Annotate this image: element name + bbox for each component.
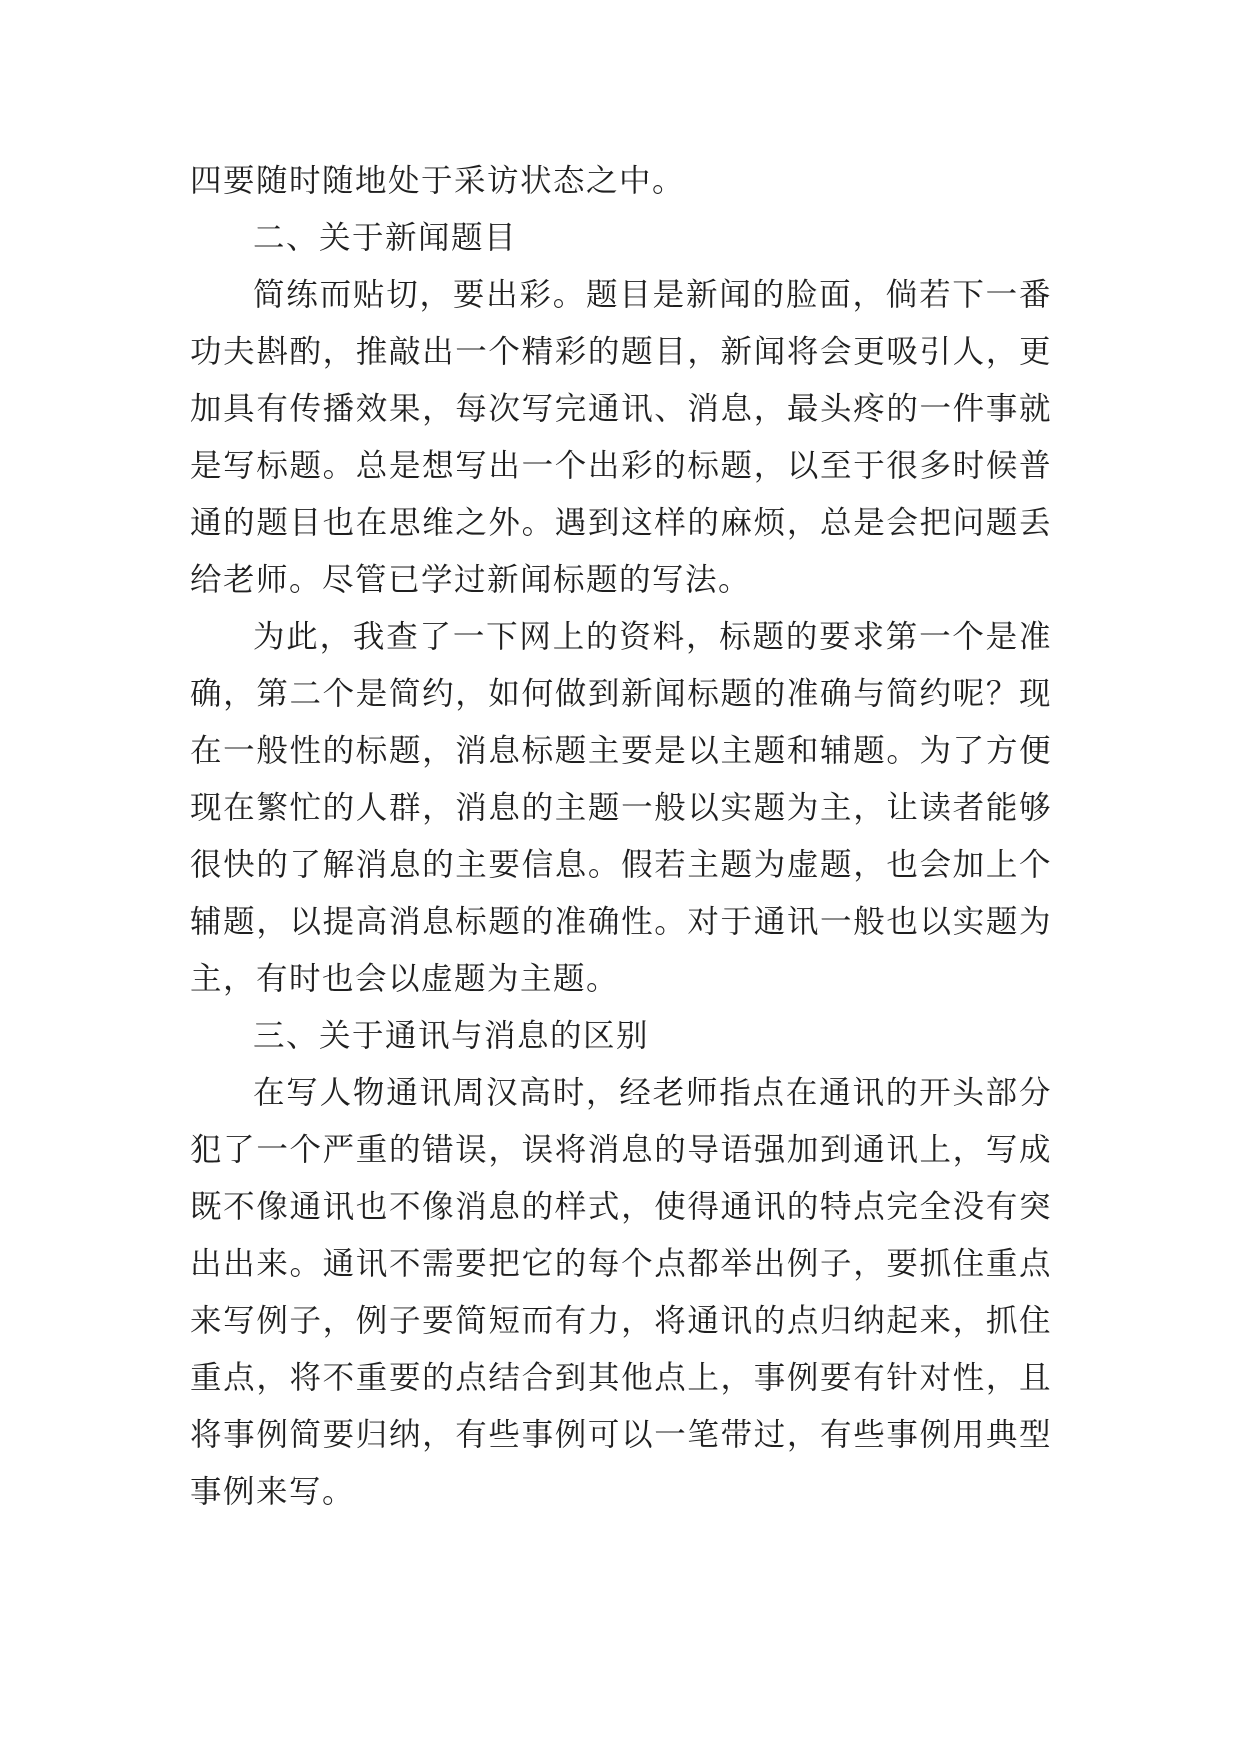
paragraph-title-research: 为此，我查了一下网上的资料，标题的要求第一个是准确，第二个是简约，如何做到新闻标题的准确与简约呢？现在一般性的标题，消息标题主要是以主题和辅题。为了方便现在繁忙的人群，消息的主题一般以实题为主，让读者能够很快的了解消息的主要信息。假若主题为虚题，也会加上个辅题，以提高消息标题的准确性。对于通讯一般也以实题为主，有时也会以虚题为主题。 [190, 619, 1052, 997]
paragraph-title-requirements: 简练而贴切，要出彩。题目是新闻的脸面，倘若下一番功夫斟酌，推敲出一个精彩的题目，新闻将会更吸引人，更加具有传播效果，每次写完通讯、消息，最头疼的一件事就是写标题。总是想写出一个出彩的标题，以至于很多时候普通的题目也在思维之外。遇到这样的麻烦，总是会把问题丢给老师。尽管已学过新闻标题的写法。 [190, 277, 1052, 598]
paragraph-continuation: 四要随时随地处于采访状态之中。 [190, 163, 686, 199]
section-heading-news-title: 二、关于新闻题目 [253, 220, 518, 256]
section-heading-feature-vs-news: 三、关于通讯与消息的区别 [253, 1018, 650, 1054]
document-body [190, 153, 1052, 1521]
paragraph-feature-writing: 在写人物通讯周汉高时，经老师指点在通讯的开头部分犯了一个严重的错误，误将消息的导语强加到通讯上，写成既不像通讯也不像消息的样式，使得通讯的特点完全没有突出出来。通讯不需要把它的每个点都举出例子，要抓住重点来写例子，例子要简短而有力，将通讯的点归纳起来，抓住重点，将不重要的点结合到其他点上，事例要有针对性，且将事例简要归纳，有些事例可以一笔带过，有些事例用典型事例来写。 [190, 1075, 1052, 1510]
